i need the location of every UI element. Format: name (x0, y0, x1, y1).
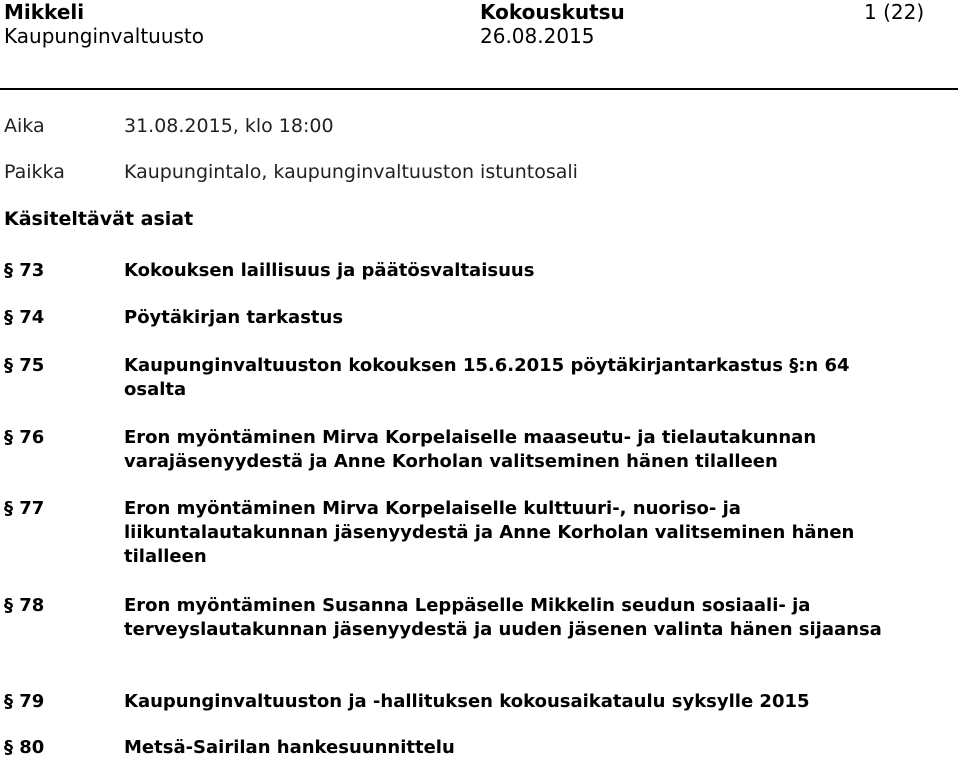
page-number: 1 (22) (864, 0, 925, 24)
agenda-item-title: Eron myöntäminen Susanna Leppäselle Mikkelin seudun sosiaali- ja terveyslautakunnan jäsenyydestä ja uuden jäsenen valinta hänen sijaansa (124, 595, 882, 640)
agenda-item-number: § 75 (4, 355, 45, 376)
document-type: Kokouskutsu (480, 0, 625, 24)
header-divider (0, 88, 958, 90)
place-label: Paikka (4, 161, 65, 183)
agenda-item-number: § 76 (4, 427, 45, 448)
agenda-item-title: Kokouksen laillisuus ja päätösvaltaisuus (124, 260, 535, 281)
agenda-item-title: Kaupunginvaltuuston ja -hallituksen kokousaikataulu syksylle 2015 (124, 691, 810, 712)
place-value: Kaupungintalo, kaupunginvaltuuston istuntosali (124, 161, 578, 183)
agenda-item-number: § 73 (4, 260, 45, 281)
agenda-item-number: § 80 (4, 737, 45, 758)
agenda-heading: Käsiteltävät asiat (4, 208, 194, 230)
agenda-item-title: Eron myöntäminen Mirva Korpelaiselle maaseutu- ja tielautakunnan varajäsenyydestä ja Anne Korholan valitseminen hänen tilalleen (124, 427, 817, 472)
agenda-item-title: Eron myöntäminen Mirva Korpelaiselle kulttuuri-, nuoriso- ja liikuntalautakunnan jäsenyydestä ja Anne Korholan valitseminen hänen tilalleen (124, 498, 855, 567)
agenda-item-title: Metsä-Sairilan hankesuunnittelu (124, 737, 455, 758)
agenda-item-number: § 78 (4, 595, 45, 616)
agenda-item-number: § 74 (4, 307, 45, 328)
time-label: Aika (4, 115, 45, 137)
agenda-item-title: Pöytäkirjan tarkastus (124, 307, 344, 328)
document-date: 26.08.2015 (480, 24, 595, 48)
org-name: Mikkeli (4, 0, 85, 24)
body-name: Kaupunginvaltuusto (4, 24, 205, 48)
agenda-item-number: § 79 (4, 691, 45, 712)
time-value: 31.08.2015, klo 18:00 (124, 115, 334, 137)
agenda-item-title: Kaupunginvaltuuston kokouksen 15.6.2015 pöytäkirjantarkastus §:n 64 osalta (124, 355, 850, 400)
agenda-item-number: § 77 (4, 498, 45, 519)
